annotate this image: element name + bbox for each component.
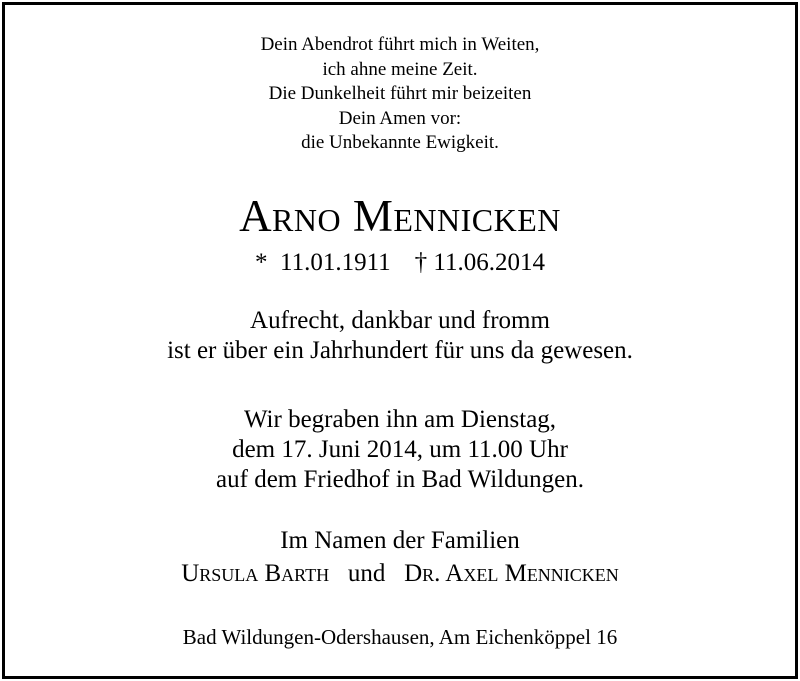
signatory-name: Dr. Axel Mennicken — [404, 560, 619, 587]
funeral-line: dem 17. Juni 2014, um 11.00 Uhr — [232, 436, 568, 463]
birth-date: 11.01.1911 — [280, 249, 391, 276]
poem-line: die Unbekannte Ewigkeit. — [301, 132, 499, 153]
poem — [5, 33, 795, 156]
poem-line: Dein Amen vor: — [338, 107, 462, 129]
poem-line: Die Dunkelheit führt mir beizeiten — [268, 83, 532, 104]
tribute-line: Aufrecht, dankbar und fromm — [250, 307, 550, 334]
signatory-name: Ursula Barth — [181, 560, 330, 587]
family-address: Bad Wildungen-Odershausen, Am Eichenköppel 16 — [182, 625, 618, 649]
poem-line: Dein Abendrot führt mich in Weiten, — [260, 34, 540, 55]
funeral-line: Wir begraben ihn am Dienstag, — [243, 406, 557, 433]
family-intro: Im Namen der Familien — [280, 527, 520, 554]
life-dates — [5, 248, 795, 278]
family-signatories — [5, 559, 795, 589]
funeral-line: auf dem Friedhof in Bad Wildungen. — [216, 466, 584, 493]
death-cross-icon: † — [414, 249, 428, 276]
tribute-line: ist er über ein Jahrhundert für uns da gewesen. — [167, 337, 633, 364]
death-date: 11.06.2014 — [433, 249, 545, 276]
birth-symbol: * — [255, 249, 268, 276]
signatory-conjunction: und — [347, 560, 386, 587]
obituary-notice — [2, 2, 798, 679]
deceased-name: Arno Mennicken — [239, 191, 561, 241]
tribute-text — [5, 306, 795, 366]
funeral-announcement — [5, 405, 795, 495]
poem-line: ich ahne meine Zeit. — [322, 58, 478, 80]
